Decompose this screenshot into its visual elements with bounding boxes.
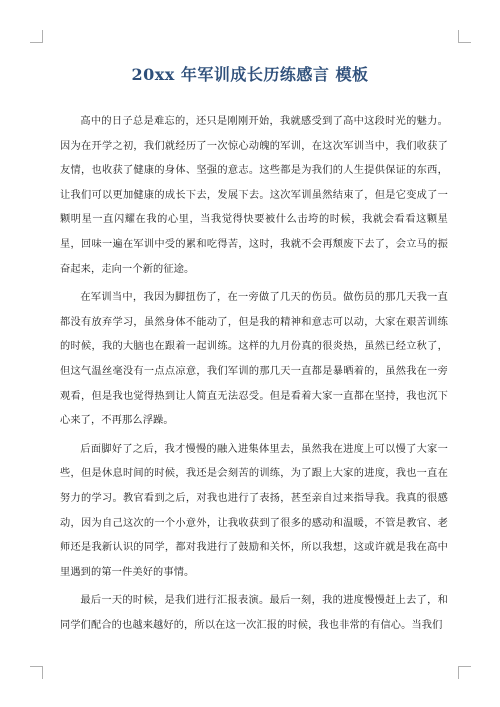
document-body xyxy=(60,110,448,642)
paragraph-3: 后面脚好了之后，我才慢慢的融入进集体里去，虽然我在进度上可以慢了大家一些，但是休息时间的时候，我还是会刻苦的训练，为了跟上大家的进度，我也一直在努力的学习。教官看到之后，对我也进行了表扬，甚至亲自过来指导我。我真的很感动，因为自己这次的一个小意外，让我收获到了很多的感动和温暖，不管是教官、老师还是我新认识的同学，都对我进行了鼓励和关怀，所以我想，这或许就是我在高中里遇到的第一件美好的事情。 xyxy=(60,443,448,578)
crop-mark-top-right xyxy=(458,30,471,43)
crop-mark-top-left xyxy=(30,30,43,43)
crop-mark-bottom-right xyxy=(458,666,471,679)
paragraph-4: 最后一天的时候，是我们进行汇报表演。最后一刻，我的进度慢慢赶上去了，和同学们配合的也越来越好的，所以在这一次汇报的时候，我也非常的有信心。当我们 xyxy=(60,595,448,631)
paragraph-1: 高中的日子总是难忘的，还只是刚刚开始，我就感受到了高中这段时光的魅力。因为在开学之初，我们就经历了一次惊心动魄的军训，在这次军训当中，我们收获了友情，也收获了健康的身体、坚强的意志。这些都是为我们的人生提供保证的东西，让我们可以更加健康的成长下去，发展下去。这次军训虽然结束了，但是它变成了一颗明星一直闪耀在我的心里，当我觉得快要被什么击垮的时候，我就会看看这颗星星，回味一遍在军训中受的累和吃得苦，这时，我就不会再颓废下去了，会立马的振奋起来，走向一个新的征途。 xyxy=(60,116,448,275)
document-title: 20xx 年军训成长历练感言 模板 xyxy=(131,65,369,84)
paragraph-2: 在军训当中，我因为脚扭伤了，在一旁做了几天的伤员。做伤员的那几天我一直都没有放弃学习，虽然身体不能动了，但是我的精神和意志可以动，大家在艰苦训练的时候，我的大脑也在跟着一起训练。这样的九月份真的很炎热，虽然已经立秋了，但这气温丝毫没有一点点凉意，我们军训的那几天一直都是暴晒着的，虽然我在一旁观看，但是我也觉得热到让人简直无法忍受。但是看着大家一直都在坚持，我也沉下心来了，不再那么浮躁。 xyxy=(60,292,448,427)
crop-mark-bottom-left xyxy=(30,666,43,679)
